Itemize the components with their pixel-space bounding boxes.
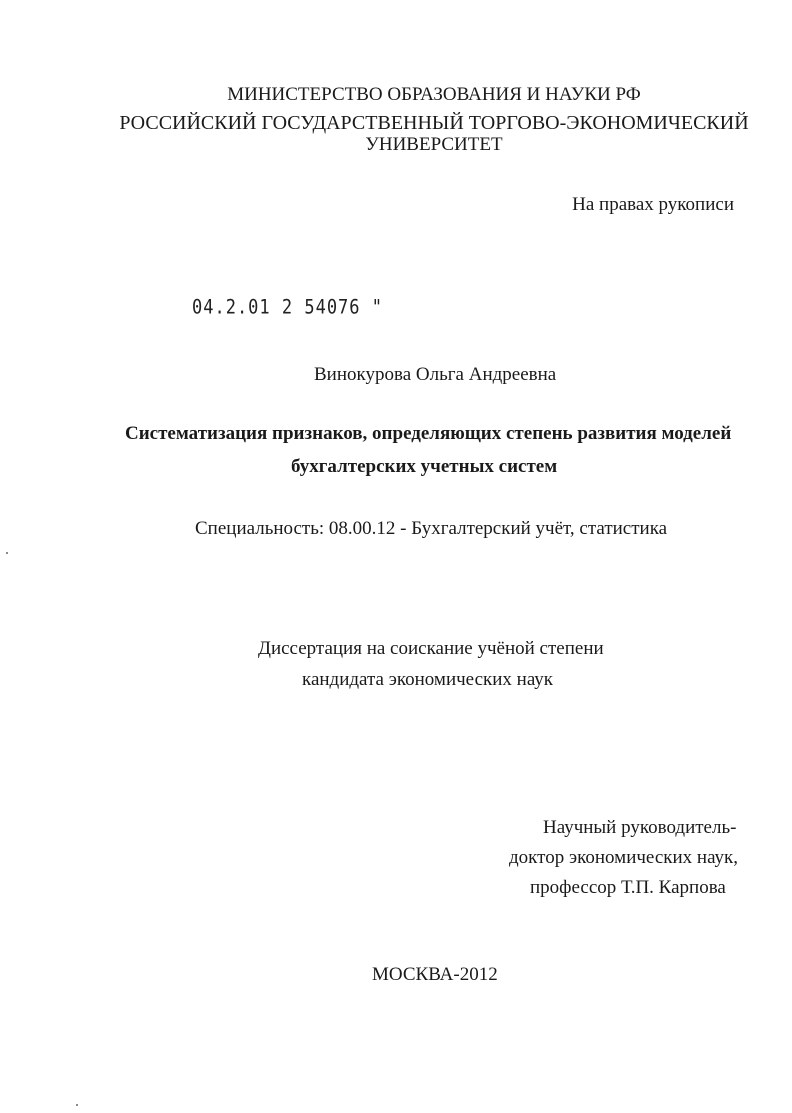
supervisor-role: Научный руководитель-	[543, 817, 737, 838]
dissertation-title-line1: Систематизация признаков, определяющих степень развития моделей	[125, 423, 732, 444]
library-stamp-number: 04.2.01 2 54076 "	[192, 296, 383, 319]
ministry-heading: МИНИСТЕРСТВО ОБРАЗОВАНИЯ И НАУКИ РФ	[227, 84, 641, 105]
manuscript-note: На правах рукописи	[572, 194, 734, 215]
author-name: Винокурова Ольга Андреевна	[314, 364, 557, 385]
university-heading-line2: УНИВЕРСИТЕТ	[365, 134, 503, 155]
supervisor-name: профессор Т.П. Карпова	[530, 877, 726, 898]
scan-speck	[6, 552, 8, 554]
scan-speck	[76, 1104, 78, 1106]
degree-line1: Диссертация на соискание учёной степени	[258, 638, 604, 659]
specialty-line: Специальность: 08.00.12 - Бухгалтерский учёт, статистика	[195, 518, 668, 539]
degree-line2: кандидата экономических наук	[302, 669, 554, 690]
supervisor-degree: доктор экономических наук,	[509, 847, 739, 868]
university-heading-line1: РОССИЙСКИЙ ГОСУДАРСТВЕННЫЙ ТОРГОВО-ЭКОНОМИЧЕСКИЙ	[119, 112, 749, 134]
city-year: МОСКВА-2012	[372, 964, 498, 985]
dissertation-title-line2: бухгалтерских учетных систем	[291, 456, 558, 477]
